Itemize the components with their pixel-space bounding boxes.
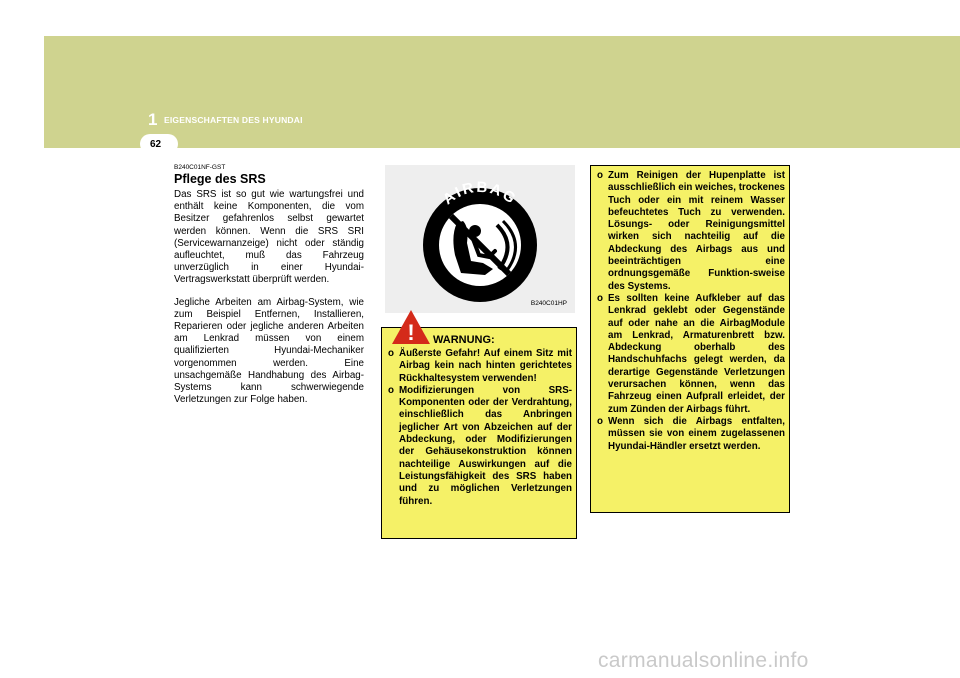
bullet-marker: o (388, 384, 394, 396)
caution-item (597, 170, 785, 293)
chapter-number: 1 (148, 110, 158, 129)
chapter-title: EIGENSCHAFTEN DES HYUNDAI (164, 115, 303, 125)
caution-item-text: Zum Reinigen der Hupenplatte ist ausschließlich ein weiches, trockenes Tuch oder ein mit reinem Wasser befeuchtetes Tuch zu verwenden. Lösungs- oder Reinigungsmittel wirken sich nachteilig auf die Abdeckung des Airbags aus und beeinträchtigen eine ordnungsgemäße Funktion-sweise des Systems. (608, 170, 785, 292)
figure-caption: B240C01HP (530, 300, 567, 307)
airbag-label: AIRBAG (439, 178, 521, 209)
warning-symbol: ! (407, 320, 415, 345)
warning-item-text: Modifizierungen von SRS-Komponenten oder der Verdrahtung, einschließlich das Anbringen jeglicher Art von Abzeichen auf der Abdeckung, oder Modifizierungen der Gehäusekonstruktion können nachteilige Auswirkungen auf die Leistungsfähigkeit des SRS haben und zu möglichen Verletzungen führen. (399, 384, 572, 507)
bullet-marker: o (597, 292, 603, 304)
caution-list (597, 170, 785, 453)
airbag-figure (385, 165, 575, 313)
caution-item (597, 293, 785, 416)
warning-triangle-icon (391, 309, 431, 350)
warning-title: WARNUNG: (433, 334, 495, 346)
caution-item-text: Wenn sich die Airbags entfalten, müssen sie von einem zugelassenen Hyundai-Händler ersetzt werden. (608, 415, 785, 452)
warning-list (388, 348, 572, 508)
warning-item (388, 348, 572, 385)
caution-item (597, 416, 785, 453)
bullet-marker: o (597, 170, 603, 181)
section-heading: Pflege des SRS (174, 172, 266, 186)
paragraph-maintenance: Das SRS ist so gut wie wartungsfrei und enthält keine Komponenten, die vom Besitzer gefahrenlos selbst gewartet werden können. Wenn die SRS SRI (Servicewarnanzeige) nicht oder ständig aufleuchtet, muß das Fahrzeug unverzüglich in einer Hyundai-Vertragswerkstatt überprüft werden. (174, 189, 364, 286)
watermark: carmanualsonline.info (598, 649, 809, 672)
no-child-seat-airbag-icon (385, 165, 575, 313)
warning-item (388, 385, 572, 508)
caution-item-text: Es sollten keine Aufkleber auf das Lenkrad geklebt oder Gegenstände auf oder nahe an die AirbagModule am Lenkrad, Armaturenbrett bzw. Abdeckung oberhalb des Handschuhfachs gelegt werden, da derartige Gegenstände Verletzungen verursachen können, wenn das Fahrzeug einen Aufprall erleidet, der zum Zünden der Airbags führt. (608, 292, 785, 415)
header-band (44, 36, 960, 148)
section-code: B240C01NF-GST (174, 164, 226, 171)
warning-item-text: Äußerste Gefahr! Auf einem Sitz mit Airbag kein nach hinten gerichtetes Rückhaltesystem verwenden! (399, 348, 572, 384)
paragraph-repairs: Jegliche Arbeiten am Airbag-System, wie zum Beispiel Entfernen, Installieren, Reparieren oder jegliche anderen Arbeiten am Lenkrad müssen von einem qualifizierten Hyundai-Mechaniker vorgenommen werden. Eine unsachgemäße Handhabung des Airbag-Systems kann schwerwiegende Verletzungen zur Folge haben. (174, 296, 364, 406)
left-column (174, 164, 364, 416)
bullet-marker: o (597, 415, 603, 427)
bullet-marker: o (388, 348, 394, 359)
page-number: 62 (150, 139, 162, 150)
